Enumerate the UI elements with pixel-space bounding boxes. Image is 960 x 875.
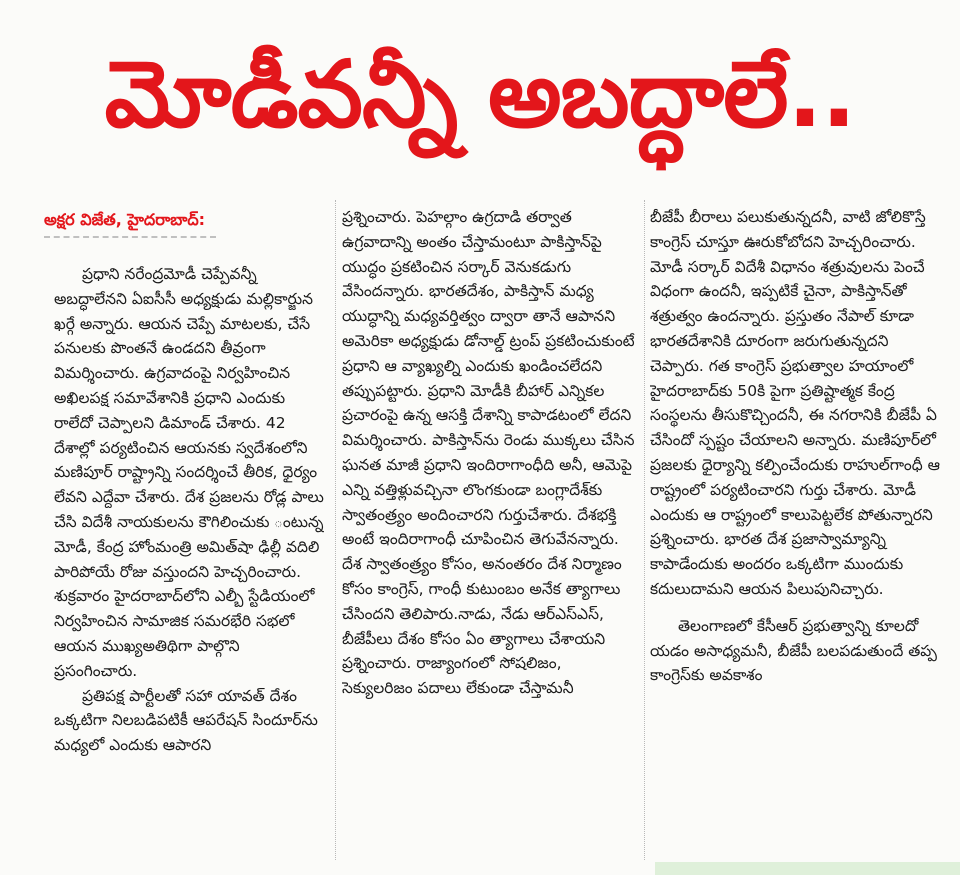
column-divider xyxy=(335,200,336,860)
byline: అక్షర విజేత, హైదరాబాద్: xyxy=(44,210,206,229)
byline-divider xyxy=(44,236,216,238)
headline: మోడీవన్నీ అబద్ధాలే.. xyxy=(104,41,856,148)
paragraph: తెలంగాణలో కేసీఆర్ ప్రభుత్వాన్ని కూలదో యడం అసాధ్యమనీ, బీజేపీ బలపడుతుందే తప్ప కాంగ్రెస్‌కు అవకాశం xyxy=(650,616,937,685)
next-article-edge xyxy=(655,862,960,875)
article-column-1 xyxy=(54,262,324,862)
paragraph: ప్రతిపక్ష పార్టీలతో సహా యావత్ దేశం ఒక్కటిగా నిలబడిపటికీ ఆపరేషన్ సిందూర్‌ను మధ్యలో ఎందుకు ఆపారని xyxy=(54,686,318,755)
paragraph: ప్రశ్నించారు. పెహల్గాం ఉగ్రదాడి తర్వాత ఉగ్రవాదాన్ని అంతం చేస్తామంటూ పాకిస్తాన్‌పై యుద్ధం ప్రకటించిన సర్కార్ వెనుకడుగు వేసిందన్నారు. భారతదేశం, పాకిస్తాన్ మధ్య యుద్ధాన్ని మధ్యవర్తిత్వం ద్వారా తానే ఆపానని అమెరికా అధ్యక్షుడు డోనాల్డ్ ట్రంప్ ప్రకటించుకుంటే ప్రధాని ఆ వ్యాఖ్యల్ని ఎందుకు ఖండించలేదని తప్పుపట్టారు. ప్రధాని మోడీకి బీహార్ ఎన్నికల ప్రచారంపై ఉన్న ఆసక్తి దేశాన్ని కాపాడటంలో లేదని విమర్శించారు. పాకిస్తాన్‌ను రెండు ముక్కలు చేసిన ఘనత మాజీ ప్రధాని ఇందిరాగాంధీది అనీ, ఆమెపై ఎన్ని వత్తిళ్లువచ్చినా లొంగకుండా బంగ్లాదేశ్‌కు స్వాతంత్ర్యం అందించారని గుర్తుచేశారు. దేశభక్తి అంటే ఇందిరాగాంధీ చూపించిన తెగువేనన్నారు. దేశ స్వాతంత్ర్యం కోసం, అనంతరం దేశ నిర్మాణం కోసం కాంగ్రెస్, గాంధీ కుటుంబం అనేక త్యాగాలు చేసిందని తెలిపారు.నాడు, నేడు ఆర్ఎస్ఎస్, బీజేపీలు దేశం కోసం ఏం త్యాగాలు చేశాయని ప్రశ్నించారు. రాజ్యాంగంలో సోషలిజం, సెక్యులరిజం పదాలు లేకుండా చేస్తామనీ xyxy=(342,208,635,698)
article-column-3 xyxy=(650,205,942,865)
column-divider xyxy=(644,200,645,860)
paragraph-gap xyxy=(650,602,942,614)
paragraph: ప్రధాని నరేంద్రమోడీ చెప్పేవన్నీ అబద్ధాలేనని ఏఐసీసీ అధ్యక్షుడు మల్లికార్జున ఖర్గే అన్నారు. ఆయన చెప్పే మాటలకు, చేసే పనులకు పొంతనే ఉండదని తీవ్రంగా విమర్శించారు. ఉగ్రవాదంపై నిర్వహించిన అఖిలపక్ష సమావేశానికి ప్రధాని ఎందుకు రాలేదో చెప్పాలని డిమాండ్ చేశారు. 42 దేశాల్లో పర్యటించిన ఆయనకు స్వదేశంలోని మణిపూర్ రాష్ట్రాన్ని సందర్శించే తీరిక, ధైర్యం లేవని ఎద్దేవా చేశారు. దేశ ప్రజలను రోడ్ల పాలు చేసి విదేశీ నాయకులను కౌగిలించుకు ంటున్న మోడీ, కేంద్ర హోంమంత్రి అమిత్‌షా ఢిల్లీ వదిలి పారిపోయే రోజు వస్తుందని హెచ్చరించారు. శుక్రవారం హైదరాబాద్‌లోని ఎల్బీ స్టేడియంలో నిర్వహించిన సామాజిక సమరభేరి సభలో ఆయన ముఖ్యఅతిథిగా పాల్గొని ప్రసంగించారు. xyxy=(54,265,324,680)
paragraph: బీజేపీ బీరాలు పలుకుతున్నదనీ, వాటి జోలికొస్తే కాంగ్రెస్ చూస్తూ ఊరుకోబోదని హెచ్చరించారు. మోడీ సర్కార్ విదేశీ విధానం శత్రువులను పెంచే విధంగా ఉందనీ, ఇప్పటికే చైనా, పాకిస్తాన్‌తో శత్రుత్వం ఉందన్నారు. ప్రస్తుతం నేపాల్ కూడా భారతదేశానికి దూరంగా జరుగుతున్నదని చెప్పారు. గత కాంగ్రెస్ ప్రభుత్వాల హయాంలో హైదరాబాద్‌కు 50కి పైగా ప్రతిష్టాత్మక కేంద్ర సంస్థలను తీసుకొచ్చిందనీ, ఈ నగరానికి బీజేపీ ఏ చేసిందో స్పష్టం చేయాలని అన్నారు. మణిపూర్‌లో ప్రజలకు ధైర్యాన్ని కల్పించేందుకు రాహుల్‌గాంధీ ఆ రాష్ట్రంలో పర్యటించారని గుర్తు చేశారు. మోడీ ఎందుకు ఆ రాష్ట్రంలో కాలుపెట్టలేక పోతున్నారని ప్రశ్నించారు. భారత దేశ ప్రజాస్వామ్యాన్ని కాపాడేందుకు అందరం ఒక్కటిగా ముందుకు కదులుదామని ఆయన పిలుపునిచ్చారు. xyxy=(650,208,940,598)
article-column-2 xyxy=(342,205,636,865)
